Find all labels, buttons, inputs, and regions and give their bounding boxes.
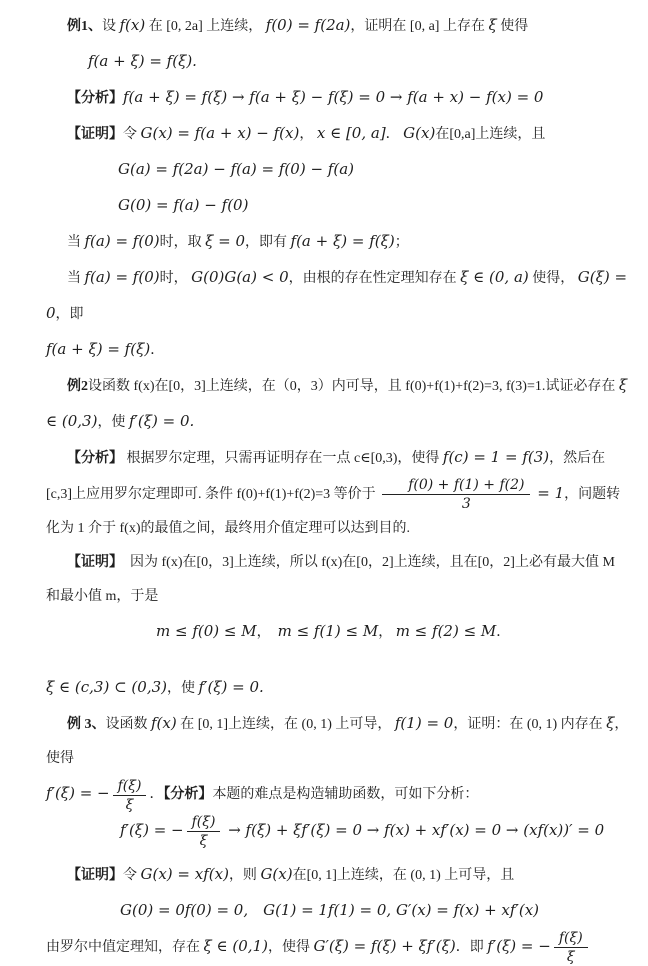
math-segment: G(ξ) = 0 — [46, 268, 628, 322]
text-segment: 设函数 f(x)在[0，3]上连续，在（0，3）内可导，且 f(0)+f(1)+f(2)=3, f(3)=1.试证必存在 — [88, 379, 619, 394]
ex1-goal-formula — [88, 44, 630, 80]
math-segment: ξ ∈ (0,1) — [203, 937, 268, 956]
fraction-numerator: f(ξ) — [113, 778, 147, 796]
text-segment: ，即有 — [245, 235, 291, 250]
math-segment: ξ ∈ (0,3) — [46, 376, 628, 430]
proof-label: 【证明】 — [67, 127, 123, 142]
text-segment: ，使 — [97, 415, 129, 430]
analysis-label: 【分析】 — [67, 451, 123, 466]
ex3-proof-intro — [46, 857, 630, 893]
text-segment: 当 — [67, 271, 85, 286]
math-segment: G(0) = f(a) − f(0) — [118, 196, 249, 214]
math-segment: G(x) — [260, 865, 293, 884]
math-segment: f(a + ξ) = f(ξ) → f(a + ξ) − f(ξ) = 0 → f(a + x) − f(x) = 0 — [123, 88, 544, 106]
math-segment: → f(ξ) + ξf′(ξ) = 0 → f(x) + xf′(x) = 0 → (xf(x))′ = 0 — [223, 820, 605, 839]
math-segment: f(a + ξ) = f(ξ) — [290, 232, 395, 250]
ex3-formula-values — [120, 893, 630, 929]
fraction-numerator: f(0) + f(1) + f(2) — [382, 477, 529, 495]
text-segment: ， — [299, 127, 317, 142]
ex1-proof-intro — [46, 116, 630, 152]
math-segment: G′(ξ) = f(ξ) + ξf′(ξ) — [313, 937, 456, 956]
math-segment: ξ — [606, 714, 615, 733]
text-segment: ，证明在 [0, a] 上存在 — [350, 19, 489, 34]
math-segment: f′(ξ) = 0. — [128, 412, 195, 430]
math-segment: ξ — [488, 16, 497, 34]
math-segment: G(0) = 0f(0) = 0, G(1) = 1f(1) = 0, G′(x) = f(x) + xf′(x) — [120, 901, 540, 920]
math-segment: m ≤ f(2) ≤ M — [395, 622, 497, 641]
math-segment: f(a + ξ) = f(ξ) — [46, 340, 151, 358]
math-segment: G(a) = f(2a) − f(a) = f(0) − f(a) — [118, 160, 354, 178]
text-segment: ．即 — [455, 940, 488, 956]
ex1-formula-Ga — [118, 152, 630, 188]
text-segment: 使得 — [496, 19, 529, 34]
ex3-label: 例 3、 — [67, 717, 106, 733]
text-segment: 令 — [123, 868, 141, 884]
math-segment: f′(ξ) = − — [487, 937, 551, 956]
math-segment: G(x) = xf(x) — [140, 865, 229, 884]
math-segment: f(x) — [119, 16, 146, 34]
fraction — [187, 814, 221, 849]
ex2-heading — [46, 368, 630, 440]
text-segment: ； — [394, 235, 409, 250]
math-segment: = 1 — [532, 484, 565, 502]
math-segment: m ≤ f(1) ≤ M — [277, 622, 379, 641]
text-segment: 因为 f(x)在[0，3]上连续，所以 f(x)在[0，2]上连续，且在[0，2]上必有最大值 M 和最小值 m，于是 — [46, 555, 615, 605]
ex1-case2 — [46, 260, 630, 332]
math-segment: f′(ξ) = − — [120, 820, 184, 839]
text-segment: ，即 — [55, 307, 84, 322]
ex3-goal-analysis — [46, 776, 630, 812]
ex3-conclusion — [46, 929, 630, 965]
text-segment: ，然后在[c,3]上应用罗尔定理即可. 条件 f(0)+f(1)+f(2)=3 等价于 — [46, 451, 606, 502]
ex1-label: 例1、 — [67, 19, 102, 34]
text-segment: ，证明：在 (0, 1) 内存在 — [453, 717, 607, 733]
ex3-heading — [46, 706, 630, 776]
text-segment: 本题的难点是构造辅助函数，可如下分析： — [212, 787, 479, 803]
text-segment: ． — [150, 343, 165, 358]
text-segment: ， — [378, 625, 396, 641]
text-segment: ，则 — [228, 868, 261, 884]
text-segment: 当 — [67, 235, 85, 250]
text-segment: 在[0, 1]上连续，在 (0, 1) 上可导，且 — [292, 868, 515, 884]
fraction-denominator: ξ — [125, 796, 134, 813]
ex1-analysis — [46, 80, 630, 116]
text-segment: 由罗尔中值定理知，存在 — [46, 940, 204, 956]
fraction-denominator: 3 — [461, 496, 471, 513]
ex2-label: 例2 — [67, 379, 88, 394]
text-segment: 在[0,a]上连续，且 — [435, 127, 546, 142]
math-segment: f(c) = 1 = f(3) — [442, 448, 550, 466]
math-segment: f′(ξ) = − — [46, 784, 110, 803]
math-segment: ξ ∈ (0, a) — [460, 268, 529, 286]
fraction-numerator: f(ξ) — [554, 930, 588, 948]
text-segment: ，使 — [166, 681, 199, 697]
math-segment: G(0)G(a) < 0 — [191, 268, 289, 286]
math-segment: m ≤ f(0) ≤ M — [156, 622, 257, 641]
text-segment: 根据罗尔定理，只需再证明存在一点 c∈[0,3)，使得 — [123, 451, 443, 466]
text-segment: 使得， — [528, 271, 578, 286]
text-segment: ，由根的存在性定理知存在 — [288, 271, 461, 286]
math-segment: f(a) = f(0) — [84, 232, 160, 250]
math-segment: f(1) = 0 — [394, 714, 454, 733]
ex1-heading — [46, 8, 630, 44]
ex2-conclusion — [46, 670, 630, 706]
fraction-numerator: f(ξ) — [187, 814, 221, 832]
math-segment: G(x) — [403, 124, 436, 142]
analysis-label: 【分析】 — [163, 787, 213, 803]
math-segment: x ∈ [0, a] — [316, 124, 386, 142]
ex1-case1 — [46, 224, 630, 260]
analysis-label: 【分析】 — [67, 91, 123, 106]
text-segment: 令 — [123, 127, 141, 142]
fraction — [554, 930, 588, 965]
text-segment: ，问题转化为 1 介于 f(x)的最值之间，最终用介值定理可以达到目的. — [46, 487, 621, 537]
text-segment: ． — [496, 625, 511, 641]
text-segment: 在 [0, 2a] 上连续， — [145, 19, 266, 34]
math-segment: f(a) = f(0) — [84, 268, 160, 286]
fraction — [382, 477, 529, 512]
math-segment: G(x) = f(a + x) − f(x) — [140, 124, 300, 142]
ex2-proof-intro — [46, 546, 630, 614]
math-segment: ξ ∈ (c,3) ⊂ (0,3) — [46, 678, 167, 697]
text-segment: ． — [149, 787, 164, 803]
ex3-derivation-formula — [120, 813, 630, 849]
ex2-bounds-formula — [156, 614, 630, 650]
math-segment: f(a + ξ) = f(ξ). — [88, 52, 197, 70]
fraction-denominator: ξ — [566, 949, 575, 966]
text-segment: 时，取 — [159, 235, 206, 250]
text-segment: 设 — [102, 19, 120, 34]
text-segment: 在 [0, 1]上连续，在 (0, 1) 上可导， — [176, 717, 395, 733]
ex1-formula-G0 — [118, 188, 630, 224]
text-segment: 时， — [159, 271, 192, 286]
fraction-denominator: ξ — [199, 833, 208, 850]
text-segment: ，使得 — [46, 717, 629, 767]
text-segment: ， — [256, 625, 278, 641]
ex1-conclusion — [46, 332, 630, 368]
text-segment: ，使得 — [267, 940, 314, 956]
proof-label: 【证明】 — [67, 868, 123, 884]
math-segment: f′(ξ) = 0. — [198, 678, 264, 697]
ex2-analysis — [46, 440, 630, 546]
math-segment: ξ = 0 — [205, 232, 246, 250]
text-segment: ． — [385, 127, 404, 142]
text-segment: 设函数 — [105, 717, 151, 733]
fraction — [113, 778, 147, 813]
proof-label: 【证明】 — [67, 555, 116, 571]
math-segment: f(0) = f(2a) — [265, 16, 351, 34]
math-segment: f(x) — [151, 714, 177, 733]
